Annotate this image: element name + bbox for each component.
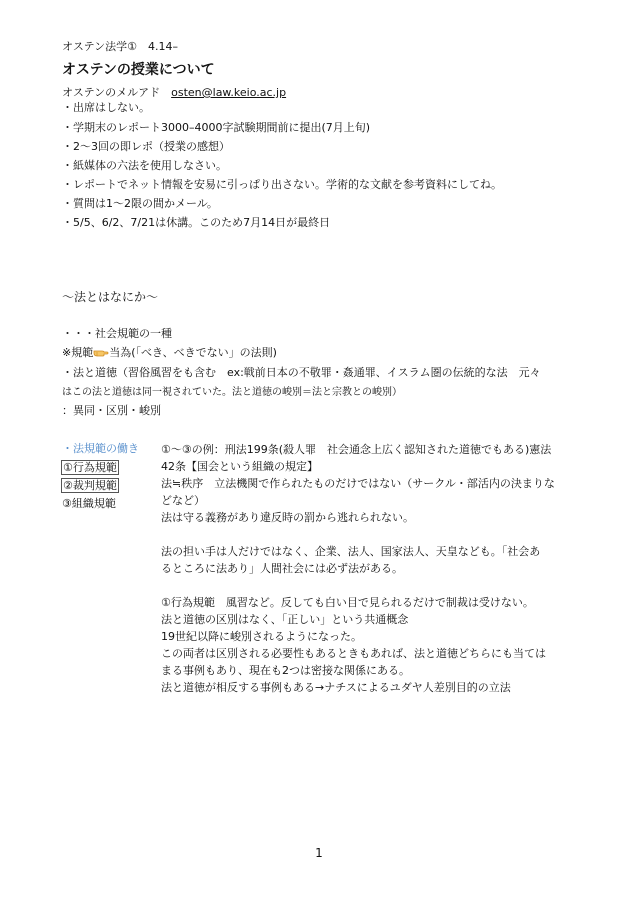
note-line: 法≒秩序 立法機関で作られたものだけではない（サークル・部活内の決まりな bbox=[161, 477, 555, 490]
norm-definition-line bbox=[62, 346, 277, 360]
law-and-morality-continued: はこの法と道徳は同一視されていた。法と道徳の峻別＝法と宗教との峻別） bbox=[62, 387, 402, 398]
norm-item-judicial bbox=[62, 479, 118, 493]
pointing-hand-icon bbox=[93, 347, 109, 357]
rule-item: ・質問は1〜2限の間かメール。 bbox=[62, 197, 218, 210]
note-line: どなど） bbox=[161, 494, 205, 507]
conduct-norm-box: ①行為規範 bbox=[63, 461, 117, 474]
social-norm-line: ・・・社会規範の一種 bbox=[62, 327, 172, 340]
rule-item: ・2〜3回の即レポ（授業の感想） bbox=[62, 140, 230, 153]
page-number: 1 bbox=[315, 846, 323, 860]
note-line: 法の担い手は人だけではなく、企業、法人、国家法人、天皇なども。「社会あ bbox=[161, 545, 541, 558]
note-line: 法と道徳の区別はなく、「正しい」という共通概念 bbox=[161, 613, 409, 626]
judicial-norm-box: ②裁判規範 bbox=[63, 479, 117, 492]
law-and-morality-line: ・法と道徳（習俗風習をも含む ex:戦前日本の不敬罪・姦通罪、イスラム圏の伝統的な法 元々 bbox=[62, 366, 541, 379]
notes-column bbox=[161, 441, 591, 696]
rule-item: ・レポートでネット情報を安易に引っぱり出さない。学術的な文献を参考資料にしてね。 bbox=[62, 178, 502, 191]
distinction-line: ：異同・区別・峻別 bbox=[62, 404, 161, 417]
rule-item: ・紙媒体の六法を使用しなさい。 bbox=[62, 159, 227, 172]
note-line: 法は守る義務があり違反時の罰から逃れられない。 bbox=[161, 511, 414, 524]
email-link[interactable]: osten@law.keio.ac.jp bbox=[171, 86, 287, 99]
note-line: 法と道徳が相反する事例もある→ナチスによるユダヤ人差別目的の立法 bbox=[161, 681, 511, 694]
course-header: オステン法学① 4.14– bbox=[62, 40, 178, 53]
note-line: ①行為規範 風習など。反しても白い目で見られるだけで制裁は受けない。 bbox=[161, 596, 534, 609]
note-line: るところに法あり」人間社会には必ず法がある。 bbox=[161, 562, 403, 575]
note-line: 42条【国会という組織の規定】 bbox=[161, 460, 318, 473]
ought-rule-text: 当為(「べき、べきでない」の法則) bbox=[109, 346, 277, 359]
note-line: まる事例もあり、現在も2つは密接な関係にある。 bbox=[161, 664, 410, 677]
note-line: ①〜③の例：刑法199条(殺人罪 社会通念上広く認知された道徳でもある)憲法 bbox=[161, 443, 552, 456]
rule-item: ・出席はしない。 bbox=[62, 101, 150, 114]
rule-item: ・5/5、6/2、7/21は休講。このため7月14日が最終日 bbox=[62, 216, 331, 229]
norm-item-conduct bbox=[62, 461, 118, 475]
norm-functions-heading: ・法規範の働き bbox=[62, 442, 139, 455]
note-line: 19世紀以降に峻別されるようになった。 bbox=[161, 630, 362, 643]
email-label: オステンのメルアド bbox=[62, 86, 172, 99]
note-line: この両者は区別される必要性もあるときもあれば、法と道徳どちらにも当ては bbox=[161, 647, 546, 660]
rule-item: ・学期末のレポート3000–4000字試験期間前に提出(7月上旬) bbox=[62, 121, 371, 134]
section-title-what-is-law: 〜法とはなにか〜 bbox=[62, 290, 159, 304]
email-line bbox=[62, 86, 286, 100]
section-title-about-class: オステンの授業について bbox=[62, 62, 215, 78]
norm-label: ※規範 bbox=[62, 346, 94, 359]
norm-item-organizational: ③組織規範 bbox=[62, 497, 116, 510]
